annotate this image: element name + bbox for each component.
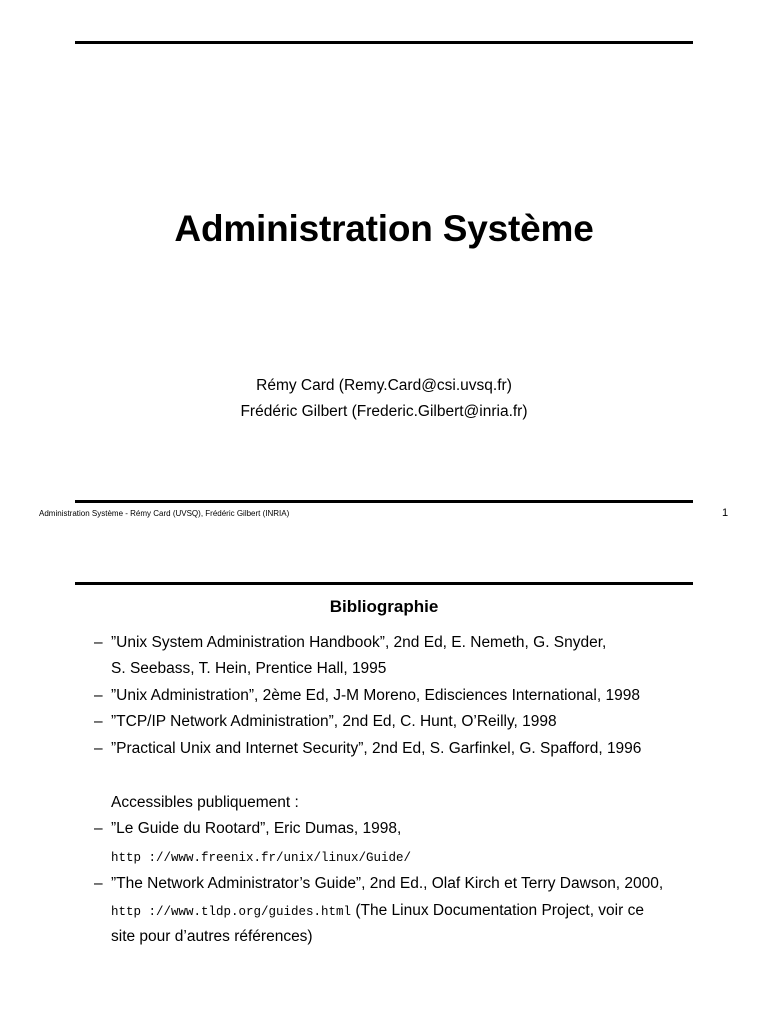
- bullet-dash: –: [94, 875, 103, 892]
- page-number: 1: [722, 507, 729, 519]
- slide1-bottom-rule: [75, 500, 693, 503]
- bibliography-item: ”Practical Unix and Internet Security”, 2nd Ed, S. Garfinkel, G. Spafford, 1996: [111, 740, 642, 757]
- bibliography-item: ”TCP/IP Network Administration”, 2nd Ed, C. Hunt, O’Reilly, 1998: [111, 713, 557, 730]
- bullet-dash: –: [94, 713, 103, 730]
- public-item: ”The Network Administrator’s Guide”, 2nd Ed., Olaf Kirch et Terry Dawson, 2000,: [111, 875, 664, 892]
- slide2-top-rule: [75, 582, 693, 585]
- bibliography-item: ”Unix System Administration Handbook”, 2nd Ed, E. Nemeth, G. Snyder,: [111, 634, 607, 651]
- author-frederic-gilbert: Frédéric Gilbert (Frederic.Gilbert@inria.fr): [240, 403, 528, 420]
- slide-title: Administration Système: [174, 208, 594, 249]
- public-item-url-note: (The Linux Documentation Project, voir ce: [351, 902, 644, 919]
- bullet-dash: –: [94, 687, 103, 704]
- public-item-url[interactable]: http ://www.freenix.fr/unix/linux/Guide/: [111, 851, 412, 865]
- bibliography-heading: Bibliographie: [329, 597, 439, 616]
- bibliography-item-continuation: S. Seebass, T. Hein, Prentice Hall, 1995: [111, 660, 387, 677]
- author-remy-card: Rémy Card (Remy.Card@csi.uvsq.fr): [256, 377, 512, 394]
- public-item-url[interactable]: http ://www.tldp.org/guides.html: [111, 905, 352, 919]
- bullet-dash: –: [94, 740, 103, 757]
- bibliography-item: ”Unix Administration”, 2ème Ed, J-M Moreno, Edisciences International, 1998: [111, 687, 640, 704]
- slide1-top-rule: [75, 41, 693, 44]
- bullet-dash: –: [94, 820, 103, 837]
- bullet-dash: –: [94, 634, 103, 651]
- slide-footer: Administration Système - Rémy Card (UVSQ), Frédéric Gilbert (INRIA): [39, 509, 290, 518]
- public-item-continuation: site pour d’autres références): [111, 928, 313, 945]
- public-item: ”Le Guide du Rootard”, Eric Dumas, 1998,: [111, 820, 402, 837]
- public-item-url-line: [111, 902, 644, 920]
- public-resources-label: Accessibles publiquement :: [111, 794, 299, 811]
